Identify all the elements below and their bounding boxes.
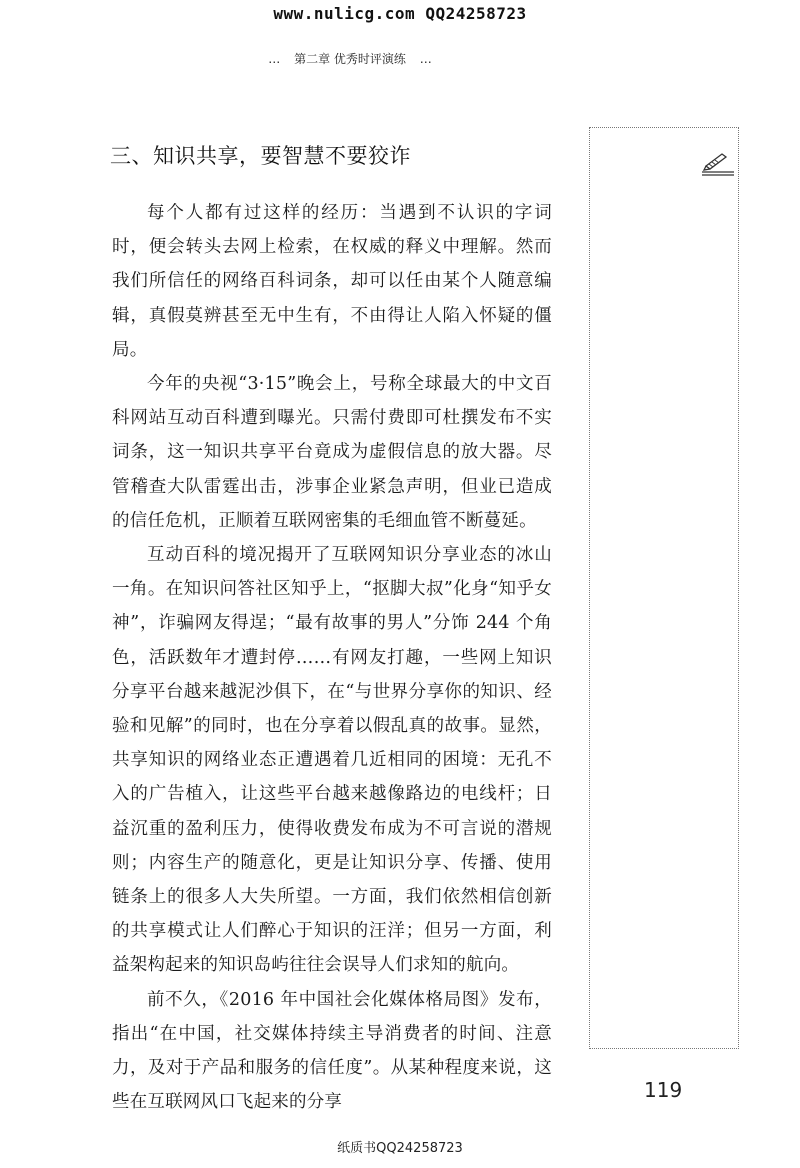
paragraph: 每个人都有过这样的经历：当遇到不认识的字词时，便会转头去网上检索，在权威的释义中理解。然而我们所信任的网络百科词条，却可以任由某个人随意编辑，真假莫辨甚至无中生有，不由得让人陷入怀疑的僵局。 <box>112 203 552 360</box>
page-number: 119 <box>644 1078 683 1102</box>
watermark-bottom: 纸质书QQ24258723 <box>337 1141 463 1156</box>
running-head-title: 第二章 优秀时评演练 <box>294 52 406 66</box>
running-head-ornament-left: … <box>268 52 281 66</box>
section-title: 三、知识共享，要智慧不要狡诈 <box>110 144 411 168</box>
pen-icon <box>700 148 736 178</box>
body-text <box>112 196 552 1119</box>
paragraph: 前不久，《2016 年中国社会化媒体格局图》发布，指出“在中国，社交媒体持续主导消费者的时间、注意力，及对于产品和服务的信任度”。从某种程度来说，这些在互联网风口飞起来的分享 <box>112 989 552 1113</box>
paragraph: 互动百科的境况揭开了互联网知识分享业态的冰山一角。在知识问答社区知乎上，“抠脚大叔”化身“知乎女神”，诈骗网友得逞；“最有故事的男人”分饰 244 个角色，活跃数年才遭封停……有网友打趣，一些网上知识分享平台越来越泥沙俱下，在“与世界分享你的知识、经验和见解”的同时，也在分享着以假乱真的故事。显然，共享知识的网络业态正遭遇着几近相同的困境：无孔不入的广告植入，让这些平台越来越像路边的电线杆；日益沉重的盈利压力，使得收费发布成为不可言说的潜规则；内容生产的随意化，更是让知识分享、传播、使用链条上的很多人大失所望。一方面，我们依然相信创新的共享模式让人们醉心于知识的汪洋；但另一方面，利益架构起来的知识岛屿往往会误导人们求知的航向。 <box>112 545 552 976</box>
running-head <box>0 50 700 67</box>
paragraph: 今年的央视“3·15”晚会上，号称全球最大的中文百科网站互动百科遭到曝光。只需付费即可杜撰发布不实词条，这一知识共享平台竟成为虚假信息的放大器。尽管稽查大队雷霆出击，涉事企业紧急声明，但业已造成的信任危机，正顺着互联网密集的毛细血管不断蔓延。 <box>112 374 552 531</box>
margin-note-box <box>589 127 739 1049</box>
watermark-top: www.nulicg.com QQ24258723 <box>273 4 527 23</box>
running-head-ornament-right: … <box>419 52 432 66</box>
